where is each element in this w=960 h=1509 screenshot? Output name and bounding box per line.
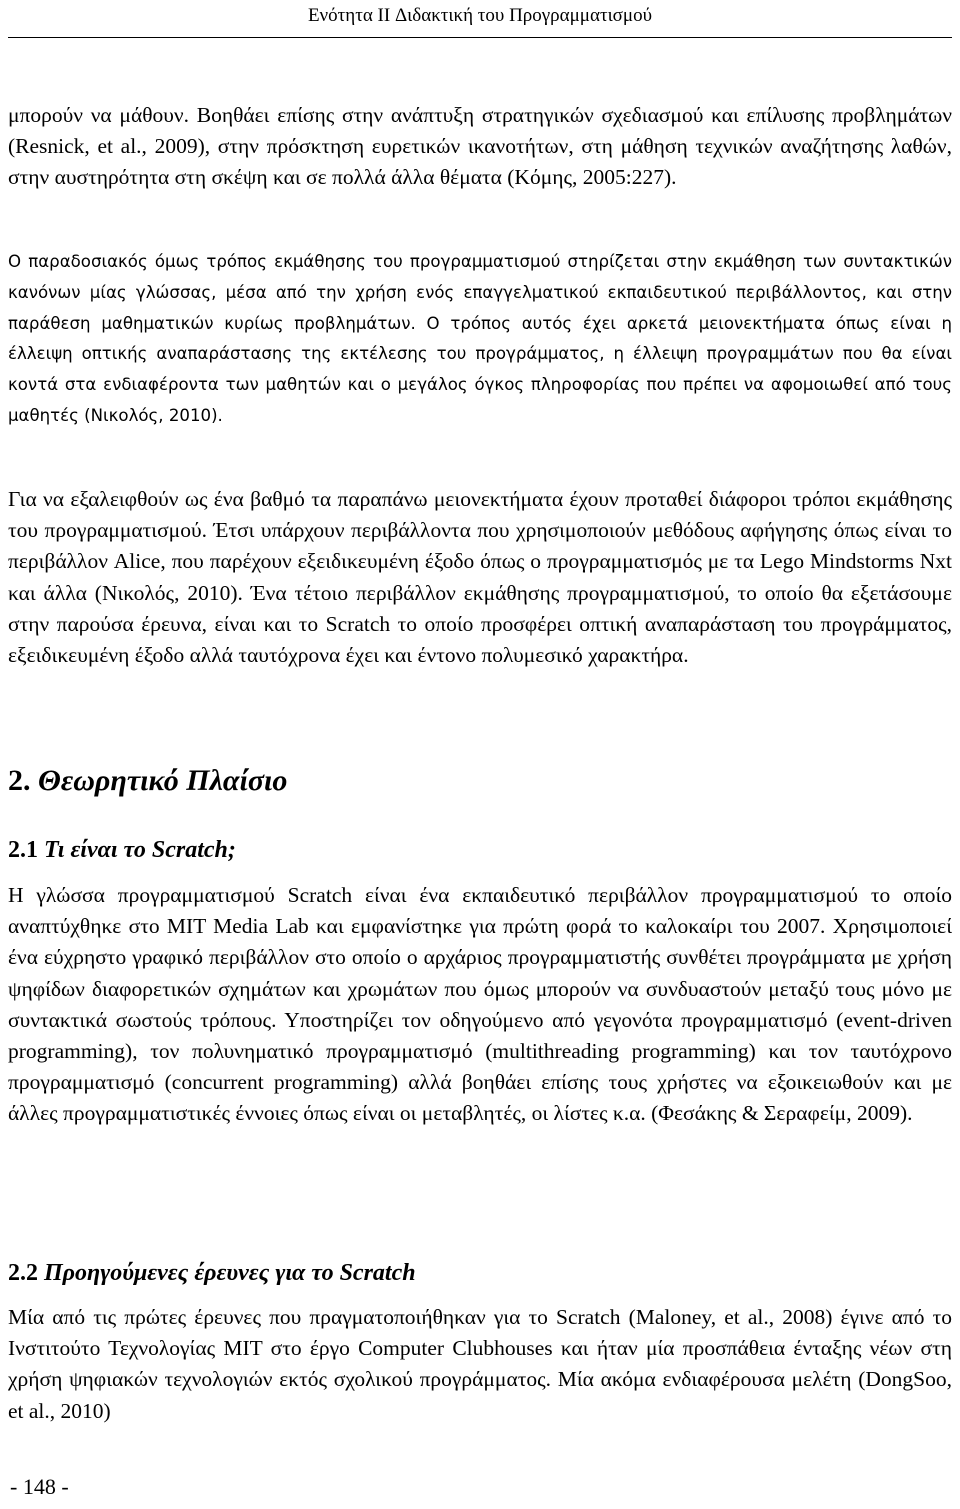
- running-header: Ενότητα II Διδακτική του Προγραμματισμού: [307, 5, 653, 26]
- subsection-heading-previous-research: [8, 1258, 952, 1288]
- paragraph-text: Για να εξαλειφθούν ως ένα βαθμό τα παραπάνω μειονεκτήματα έχουν προταθεί διάφοροι τρόποι εκμάθησης του προγραμματισμού. Έτσι υπάρχουν περιβάλλοντα που χρησιμοποιούν μεθόδους αφήγησης όπως είναι το περιβάλλον Alice, που παρέχουν εξειδικευμένη έξοδο όπως ο προγραμματισμός με τα Lego Mindstorms Nxt και άλλα (Νικολός, 2010). Ένα τέτοιο περιβάλλον εκμάθησης προγραμματισμού, το οποίο θα εξετάσουμε στην παρούσα έρευνα, είναι και το Scratch το οποίο προσφέρει οπτική αναπαράσταση του προγράμματος, εξειδικευμένη έξοδο αλλά ταυτόχρονα έχει και έντονο πολυμεσικό χαρακτήρα.: [8, 487, 952, 668]
- subsection-heading-what-is-scratch: [8, 835, 952, 865]
- paragraph-text: Η γλώσσα προγραμματισμού Scratch είναι ένα εκπαιδευτικό περιβάλλον προγραμματισμού το οποίο αναπτύχθηκε στο MIT Media Lab και εμφανίστηκε για πρώτη φορά το καλοκαίρι του 2007. Χρησιμοποιεί ένα εύχρηστο γραφικό περιβάλλον στο οποίο ο αρχάριος προγραμματιστής συνθέτει προγράμματα με χρήση ψηφίδων διαφορετικών σχημάτων και χρωμάτων που όμως μπορούν να συνδυαστούν μεταξύ τους μόνο με συντακτικά σωστούς τρόπους. Υποστηρίζει τον οδηγούμενο από γεγονότα προγραμματισμό (event-driven programming), τον πολυνηματικό προγραμματισμό (multithreading programming) και τον ταυτόχρονο προγραμματισμό (concurrent programming) αλλά βοηθάει επίσης τους χρήστες να εξοικειωθούν και με άλλες προγραμματιστικές έννοιες όπως είναι οι μεταβλητές, οι λίστες κ.α. (Φεσάκης & Σεραφείμ, 2009).: [8, 883, 952, 1126]
- section-heading-theory: [8, 762, 952, 800]
- section-title: Θεωρητικό Πλαίσιο: [38, 764, 288, 797]
- paragraph-previous-research: [8, 1302, 952, 1427]
- paragraph-intro-continued: [8, 100, 952, 194]
- paragraph-text: Μία από τις πρώτες έρευνες που πραγματοποιήθηκαν για το Scratch (Maloney, et al., 2008) έγινε από το Ινστιτούτο Τεχνολογίας MIT στο έργο Computer Clubhouses και ήταν μία προσπάθεια ένταξης νέων στη χρήση ψηφιακών τεχνολογιών εκτός σχολικού προγράμματος. Μία ακόμα ενδιαφέρουσα μελέτη (DongSoo, et al., 2010): [8, 1305, 952, 1423]
- subsection-title: Τι είναι το Scratch;: [44, 837, 236, 863]
- page-number: - 148 -: [10, 1474, 69, 1499]
- header-divider: [8, 37, 952, 38]
- paragraph-scratch-description: [8, 880, 952, 1130]
- paragraph-text: μπορούν να μάθουν. Βοηθάει επίσης στην ανάπτυξη στρατηγικών σχεδιασμού και επίλυσης προβλημάτων (Resnick, et al., 2009), στην πρόσκτηση ευρετικών ικανοτήτων, στη μάθηση τεχνικών αναζήτησης λαθών, στην αυστηρότητα στη σκέψη και σε πολλά άλλα θέματα (Κόμης, 2005:227).: [8, 103, 952, 190]
- subsection-title: Προηγούμενες έρευνες για το Scratch: [44, 1260, 416, 1286]
- paragraph-alternatives: [8, 484, 952, 671]
- subsection-number: 2.1: [8, 837, 38, 863]
- section-number: 2.: [8, 764, 31, 797]
- subsection-number: 2.2: [8, 1260, 38, 1286]
- paragraph-traditional-method: [8, 247, 952, 432]
- paragraph-text: Ο παραδοσιακός όμως τρόπος εκμάθησης του προγραμματισμού στηρίζεται στην εκμάθηση των συντακτικών κανόνων μίας γλώσσας, μέσα από την χρήση ενός επαγγελματικού εκπαιδευτικού περιβάλλοντος, και στην παράθεση μαθηματικών κυρίως προβλημάτων. Ο τρόπος αυτός έχει αρκετά μειονεκτήματα όπως είναι η έλλειψη οπτικής αναπαράστασης της εκτέλεσης του προγράμματος, η έλλειψη προγραμμάτων που θα είναι κοντά στα ενδιαφέροντα των μαθητών και ο μεγάλος όγκος πληροφορίας που πρέπει να αφομοιωθεί από τους μαθητές (Νικολός, 2010).: [8, 252, 952, 425]
